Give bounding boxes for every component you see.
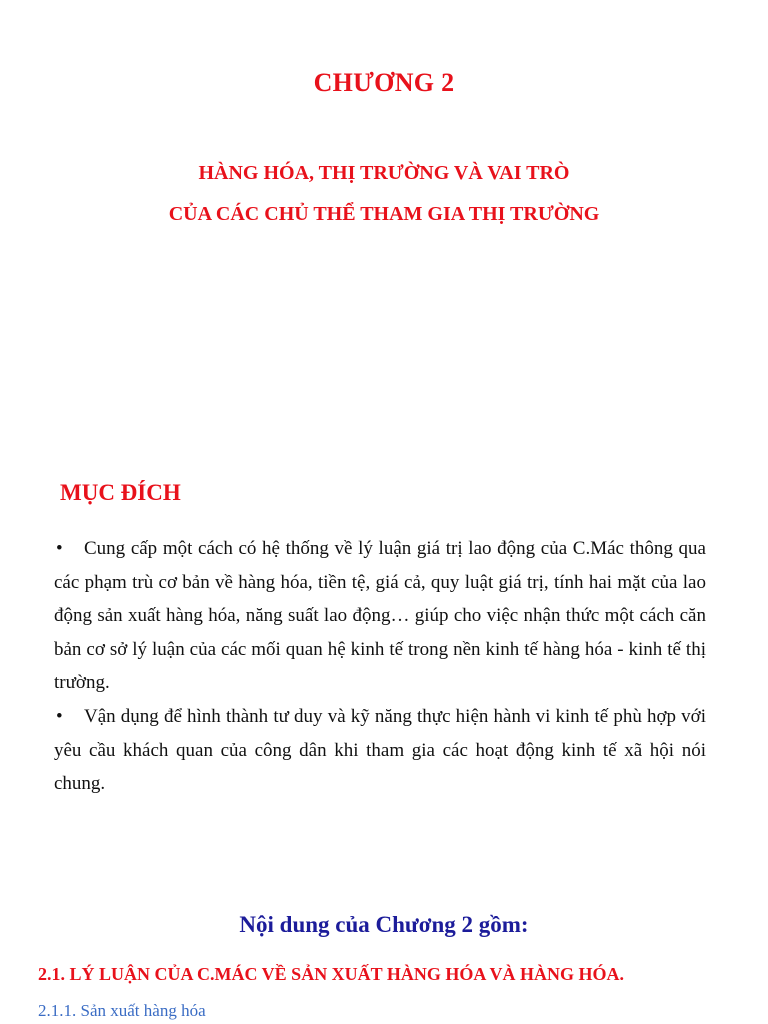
chapter-title: CHƯƠNG 2 xyxy=(313,68,455,97)
chapter-subtitle-line-1: HÀNG HÓA, THỊ TRƯỜNG VÀ VAI TRÒ xyxy=(198,162,570,184)
contents-heading: Nội dung của Chương 2 gồm: xyxy=(239,912,529,937)
purpose-bullet-2-text: Vận dụng để hình thành tư duy và kỹ năng thực hiện hành vi kinh tế phù hợp với yêu cầu khách quan của công dân khi tham gia các hoạt động kinh tế xã hội nói chung. xyxy=(54,705,706,795)
purpose-bullet-1 xyxy=(54,532,706,700)
chapter-subtitle-line-2: CỦA CÁC CHỦ THỂ THAM GIA THỊ TRƯỜNG xyxy=(168,203,600,225)
toc-section-2-1-1: 2.1.1. Sản xuất hàng hóa xyxy=(38,1001,206,1020)
purpose-bullet-2 xyxy=(54,700,706,801)
purpose-body xyxy=(54,532,706,801)
purpose-bullet-1-text: Cung cấp một cách có hệ thống về lý luận giá trị lao động của C.Mác thông qua các phạm trù cơ bản về hàng hóa, tiền tệ, giá cả, quy luật giá trị, tính hai mặt của lao động sản xuất hàng hóa, năng suất lao động… giúp cho việc nhận thức một cách căn bản cơ sở lý luận của các mối quan hệ kinh tế trong nền kinh tế hàng hóa - kinh tế thị trường. xyxy=(54,538,706,694)
purpose-heading: MỤC ĐÍCH xyxy=(60,480,181,505)
toc-section-2-1: 2.1. LÝ LUẬN CỦA C.MÁC VỀ SẢN XUẤT HÀNG HÓA VÀ HÀNG HÓA. xyxy=(38,964,625,984)
bullet-icon: • xyxy=(56,538,63,559)
bullet-icon: • xyxy=(56,705,63,727)
